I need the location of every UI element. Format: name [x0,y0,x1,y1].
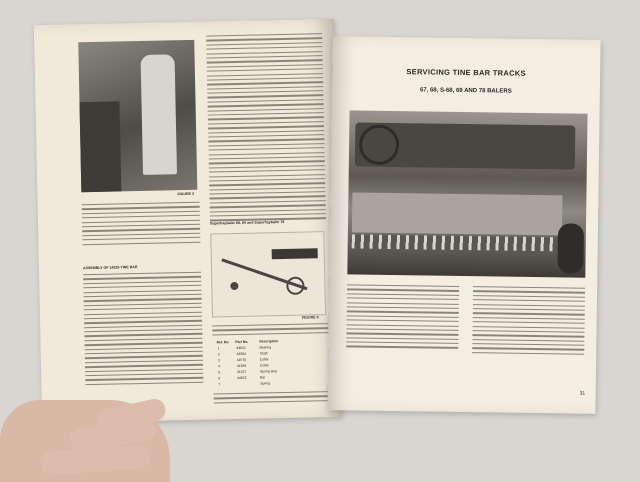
right-body-left [346,284,459,351]
table-row: 3 41570 Collar [217,357,269,363]
parts-table [216,338,279,387]
tine-bar-photo [347,110,587,277]
table-row: 5 41517 Spring stop [218,369,278,375]
figure-4-title: Superhaybaler 68, 69 and Superhaybaler 78 [210,219,285,226]
table-row: 4 41569 Collar [218,363,269,369]
footer-text [214,391,330,407]
figure-3-label: FIGURE 3 [177,191,195,197]
right-page-title: SERVICING TINE BAR TRACKS [406,67,526,78]
table-row: 7 Spring [218,381,271,387]
right-body-right [472,286,585,358]
table-intro [212,323,328,339]
table-row: 1 44041 Bearing [217,345,272,351]
assembly-text [83,272,203,389]
left-page [34,19,342,423]
table-header: Ref. No. Part No. Description [216,339,279,345]
figure-3-photo [78,40,197,192]
figure-4-label: FIGURE 4 [302,315,319,320]
table-row: 6 44622 Bar [218,375,266,381]
right-page-subtitle: 67, 68, S-68, 69 AND 78 BALERS [419,87,512,95]
figure-4-diagram [210,231,326,317]
assembly-heading: ASSEMBLY OF 14225 TINE BAR [82,265,138,271]
right-page [327,36,600,414]
right-page-number: 31 [579,390,586,397]
right-column-text [206,33,326,224]
table-row: 2 44584 Shaft [217,351,268,357]
left-column-text [82,202,201,248]
